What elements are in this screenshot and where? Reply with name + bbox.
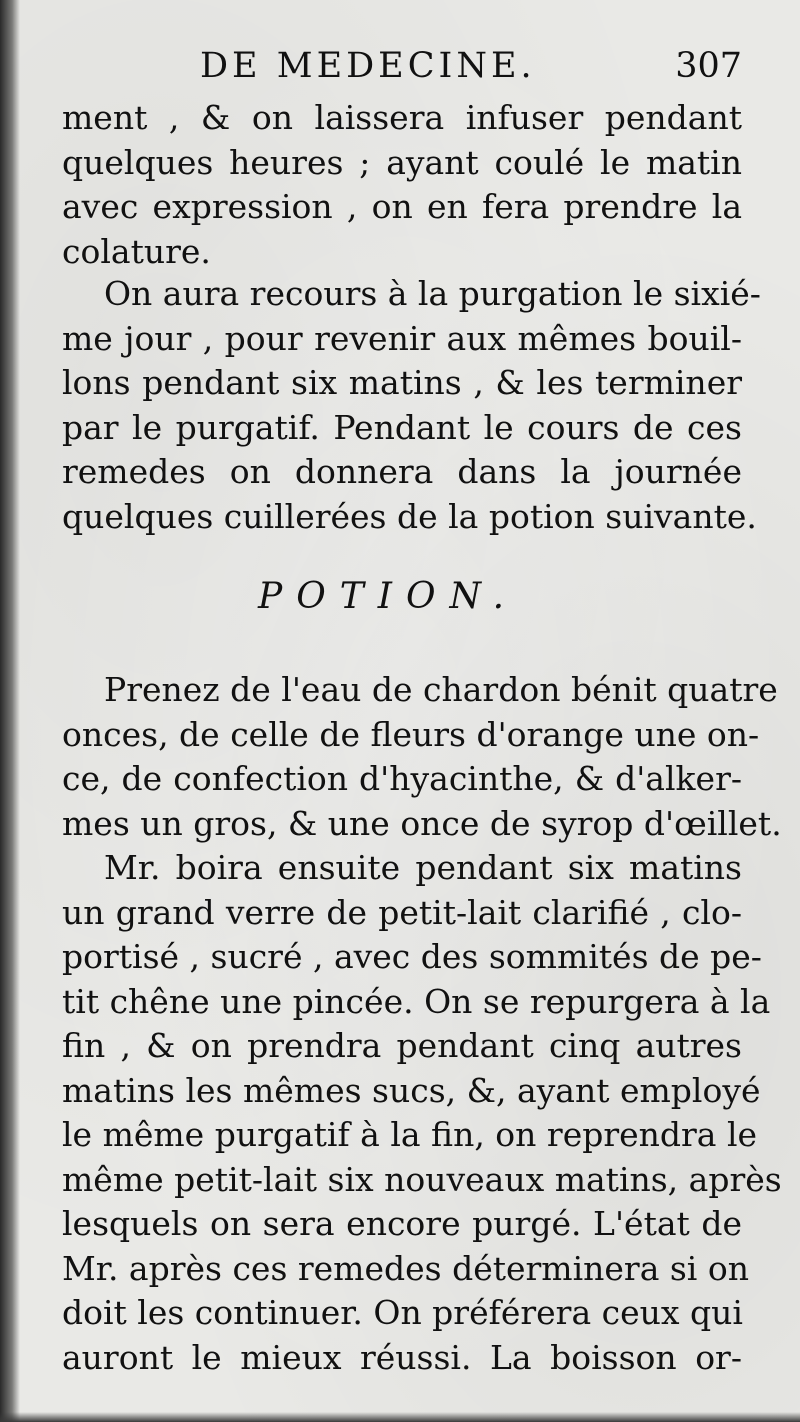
text-line: quelques heures ; ayant coulé le matin	[62, 142, 742, 182]
page-bottom-shadow	[0, 1412, 800, 1422]
text-line: quelques cuillerées de la potion suivante.	[62, 496, 757, 536]
text-line: le même purgatif à la fin, on reprendra le	[62, 1115, 758, 1154]
page-number: 307	[675, 46, 742, 86]
text-line: portisé , sucré , avec des sommités de pe-	[62, 937, 762, 976]
text-line: doit les continuer. On préférera ceux qui	[62, 1293, 743, 1332]
paragraph-purgation	[62, 272, 761, 539]
text-line: matins les mêmes sucs, &, ayant employé	[62, 1070, 761, 1110]
page-edge-shadow	[0, 0, 20, 1422]
recipe-paragraph	[62, 668, 782, 846]
text-line: colature.	[62, 231, 211, 271]
paragraph-regimen	[62, 846, 782, 1380]
text-line: mes un gros, & une once de syrop d'œillet.	[62, 803, 782, 843]
text-line: avec expression , on en fera prendre la	[62, 187, 742, 226]
running-title: DE MEDECINE.	[200, 46, 536, 86]
text-line: un grand verre de petit-lait clarifié , clo-	[62, 892, 742, 932]
text-line: Prenez de l'eau de chardon bénit quatre	[104, 670, 778, 709]
text-line: Mr. boira ensuite pendant six matins	[104, 848, 742, 887]
text-line: remedes on donnera dans la journée	[62, 452, 742, 491]
text-line: onces, de celle de fleurs d'orange une on-	[62, 714, 760, 754]
text-line: ment , & on laissera infuser pendant	[62, 98, 742, 137]
text-line: On aura recours à la purgation le sixié-	[104, 274, 761, 313]
text-line: fin , & on prendra pendant cinq autres	[62, 1026, 742, 1065]
text-line: auront le mieux réussi. La boisson or-	[62, 1337, 742, 1377]
text-line: par le purgatif. Pendant le cours de ces	[62, 407, 742, 447]
paragraph-continuation	[62, 96, 742, 274]
section-heading: POTION.	[258, 576, 519, 617]
text-line: ce, de confection d'hyacinthe, & d'alker-	[62, 759, 742, 798]
text-line: lesquels on sera encore purgé. L'état de	[62, 1204, 742, 1243]
text-line: tit chêne une pincée. On se repurgera à la	[62, 981, 771, 1021]
running-head	[62, 46, 742, 94]
text-line: Mr. après ces remedes déterminera si on	[62, 1248, 749, 1288]
text-line: me jour , pour revenir aux mêmes bouil-	[62, 318, 742, 358]
text-line: lons pendant six matins , & les terminer	[62, 363, 742, 402]
text-line: même petit-lait six nouveaux matins, après	[62, 1159, 782, 1199]
